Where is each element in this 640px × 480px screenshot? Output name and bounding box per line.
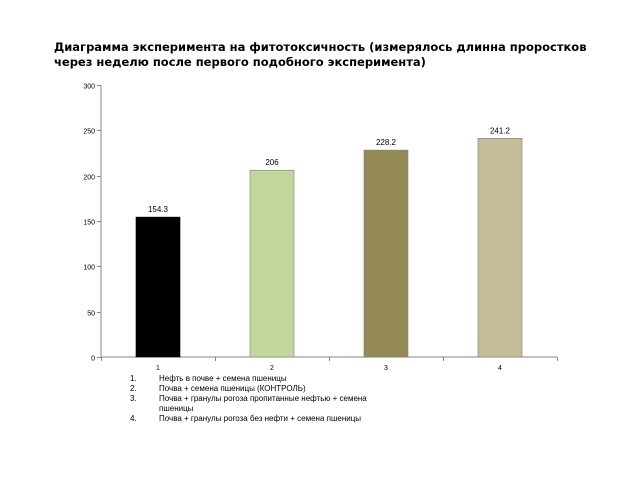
y-tick-label: 150 <box>83 219 95 227</box>
legend-item-text: Почва + семена пшеницы (КОНТРОЛЬ) <box>159 384 306 393</box>
y-tick-label: 200 <box>83 174 95 182</box>
legend-item <box>130 394 399 414</box>
bar <box>136 217 180 357</box>
data-label: 154.3 <box>147 205 169 215</box>
legend-item-number: 3. <box>130 394 137 403</box>
bar <box>250 170 294 357</box>
y-tick-label: 0 <box>91 355 95 363</box>
bar <box>478 138 522 357</box>
legend-item-number: 4. <box>130 414 137 423</box>
y-tick-label: 100 <box>83 264 95 272</box>
data-label: 228.2 <box>375 138 397 148</box>
y-tick-label: 50 <box>87 310 95 318</box>
data-label: 206 <box>265 158 279 168</box>
legend-item <box>130 414 399 424</box>
x-tick-label: 3 <box>384 365 388 372</box>
legend-item-text: Почва + гранулы рогоза без нефти + семена пшеницы <box>159 414 362 423</box>
data-label: 241.2 <box>489 126 511 136</box>
legend-item-number: 2. <box>130 384 137 393</box>
legend-item-text: Почва + гранулы рогоза пропитанные нефтью + семена пшеницы <box>159 394 367 413</box>
x-tick-label: 4 <box>498 365 502 372</box>
x-tick-label: 2 <box>270 365 274 372</box>
y-tick-label: 300 <box>83 83 95 91</box>
chart-title: Диаграмма эксперимента на фитотоксичность (измерялось длинна проростков через неделю после первого подобного эксперимента) <box>54 40 587 69</box>
bar <box>364 150 408 357</box>
legend-item-number: 1. <box>130 374 137 383</box>
legend-list <box>130 374 399 424</box>
x-tick-label: 1 <box>156 365 160 372</box>
y-tick-label: 250 <box>83 128 95 136</box>
legend-item-text: Нефть в почве + семена пшеницы <box>159 374 287 383</box>
legend-item <box>130 374 399 384</box>
legend-item <box>130 384 399 394</box>
